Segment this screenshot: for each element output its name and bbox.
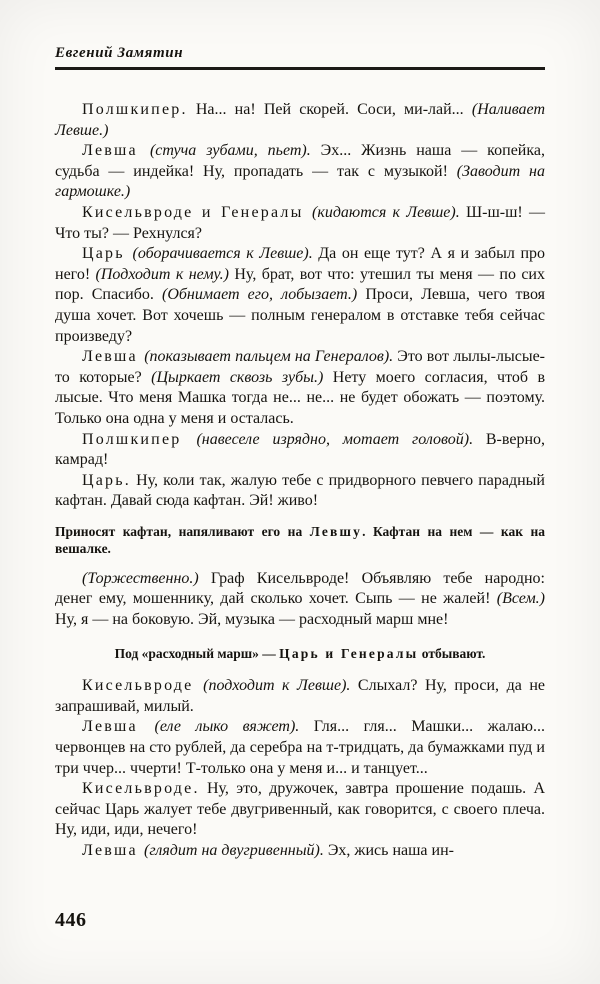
stage-direction: (Подходит к нему.) bbox=[95, 265, 229, 283]
dialogue-paragraph bbox=[55, 347, 545, 429]
speaker-name: Царь и Генералы bbox=[279, 645, 419, 661]
dialogue-paragraph bbox=[55, 471, 545, 512]
dialogue-text: Приносят кафтан, напяливают его на bbox=[55, 523, 310, 539]
stage-direction: (глядит на двугривенный). bbox=[144, 841, 324, 859]
speaker-name: Кисельвроде bbox=[82, 677, 204, 695]
stage-direction: (Всем.) bbox=[496, 590, 545, 608]
dialogue-text: Слыхал? Ну, проси, да не запрашивай, милый. bbox=[55, 677, 545, 715]
speaker-name: Полшкипер. bbox=[82, 101, 188, 118]
dialogue-text: . Кафтан на нем — как на вешалке. bbox=[55, 523, 546, 557]
stage-direction: (Наливает Левше.) bbox=[55, 101, 545, 139]
dialogue-paragraph bbox=[55, 203, 545, 244]
dialogue-text: Под «расходный марш» — bbox=[114, 645, 280, 661]
stage-direction: (кидаются к Левше). bbox=[312, 203, 460, 221]
speaker-name: Царь. bbox=[82, 471, 131, 489]
speaker-name: Левша bbox=[82, 348, 145, 366]
speaker-name: Левшу bbox=[309, 523, 363, 539]
speaker-name: Левша bbox=[82, 718, 155, 736]
stage-remark bbox=[55, 645, 545, 663]
dialogue-text: отбывают. bbox=[418, 645, 486, 661]
stage-direction: (показывает пальцем на Генералов). bbox=[144, 348, 394, 366]
dialogue-paragraph bbox=[55, 244, 545, 347]
dialogue-paragraph bbox=[55, 676, 545, 717]
speaker-name: Кисельвроде и Генералы bbox=[82, 203, 312, 221]
speaker-name: Царь bbox=[82, 245, 133, 263]
dialogue-paragraph bbox=[55, 779, 545, 841]
dialogue-paragraph bbox=[55, 430, 545, 471]
dialogue-paragraph bbox=[55, 841, 545, 862]
stage-direction: (Обнимает его, лобызает.) bbox=[161, 286, 358, 304]
speaker-name: Кисельвроде. bbox=[82, 780, 200, 798]
dialogue-text: Ш-ш-ш! — Что ты? — Рехнулся? bbox=[55, 203, 546, 242]
dialogue-text: Ну, коли так, жалую тебе с придворного певчего парадный кафтан. Давай сюда кафтан. Эй! живо! bbox=[55, 471, 545, 510]
dialogue-text: Нету моего согласия, чтоб в лысые. Что меня Машка тогда не... не... не будет обожать — поэтому. Только она одна у меня и осталась. bbox=[55, 368, 546, 427]
dialogue-text: Эх, жись наша ин- bbox=[323, 841, 454, 859]
dialogue-paragraph bbox=[55, 717, 545, 779]
dialogue-text: Ну, это, дружочек, завтра прошение подашь. А сейчас Царь жалует тебе двугривенный, как говорится, с своего плеча. Ну, иди, иди, нечего! bbox=[55, 780, 545, 839]
dialogue-text: На... на! Пей скорей. Соси, ми-лай... bbox=[187, 101, 472, 118]
speaker-name: Левша bbox=[82, 841, 145, 859]
dialogue-text: Да он еще тут? А я и забыл про него! bbox=[55, 245, 546, 283]
stage-direction: (оборачивается к Левше). bbox=[132, 245, 313, 263]
stage-direction: (еле лыко вяжет). bbox=[154, 718, 300, 736]
dialogue-paragraph bbox=[55, 569, 545, 631]
dialogue-text: Ну, брат, вот что: утешил ты меня — по сих пор. Спасибо. bbox=[55, 265, 545, 304]
speaker-name: Левша bbox=[82, 142, 150, 160]
text-content bbox=[55, 100, 545, 862]
dialogue-text: Граф Кисельвроде! Объявляю тебе народно: денег ему, мошеннику, дай сколько хочет. Сыпь — не жалей! bbox=[55, 569, 545, 608]
dialogue-text: Гля... гля... Машки... жалаю... червонцев на сто рублей, да серебра на т-тридцать, да бумажками пуд и три ччер... ччерти! Т-только она у меня и... и танцует... bbox=[55, 718, 545, 777]
stage-direction: (подходит к Левше). bbox=[203, 677, 351, 695]
stage-remark bbox=[55, 523, 545, 558]
dialogue-text: Проси, Левша, чего твоя душа хочет. Вот хочешь — полным генералом в отставке тебя сейчас произведу? bbox=[55, 286, 545, 345]
stage-direction: (Торжественно.) bbox=[82, 569, 199, 587]
page-header bbox=[55, 44, 545, 70]
speaker-name: Полшкипер bbox=[82, 430, 197, 448]
page-number: 446 bbox=[55, 909, 87, 931]
stage-direction: (навеселе изрядно, мотает головой). bbox=[196, 430, 474, 448]
stage-direction: (Цыркает сквозь зубы.) bbox=[151, 368, 324, 386]
stage-direction: (стуча зубами, пьет). bbox=[149, 142, 311, 160]
stage-direction: (Заводит на гармошке.) bbox=[55, 162, 545, 201]
dialogue-text: Ну, я — на боковую. Эй, музыка — расходный марш мне! bbox=[55, 611, 449, 629]
dialogue-text: Эх... Жизнь наша — копейка, судьба — индейка! Ну, пропадать — так с музыкой! bbox=[55, 142, 545, 180]
dialogue-paragraph bbox=[55, 100, 545, 141]
dialogue-paragraph bbox=[55, 141, 545, 203]
author-running-head: Евгений Замятин bbox=[55, 45, 184, 61]
dialogue-text: В-верно, камрад! bbox=[55, 430, 545, 469]
dialogue-text: Это вот лылы-лысые-то которые? bbox=[55, 348, 546, 386]
